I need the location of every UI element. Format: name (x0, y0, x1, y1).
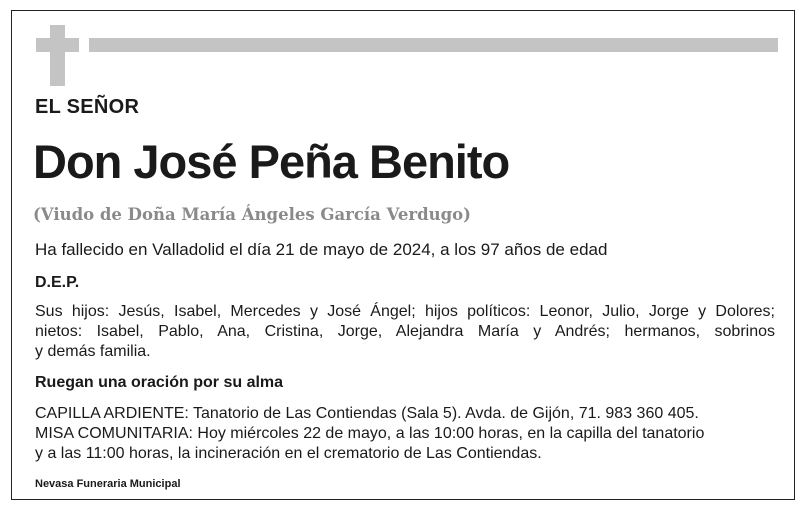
service-line: y a las 11:00 horas, la incineración en el crematorio de Las Contiendas. (35, 445, 542, 462)
family-line: y demás familia. (35, 343, 151, 360)
dep-label: D.E.P. (35, 274, 80, 291)
service-line: MISA COMUNITARIA: Hoy miércoles 22 de mayo, a las 10:00 horas, en la capilla del tanatorio (35, 425, 705, 442)
service-details (35, 404, 775, 464)
honorific-title: EL SEÑOR (35, 96, 140, 118)
family-line: nietos: Isabel, Pablo, Ana, Cristina, Jorge, Alejandra María y Andrés; hermanos, sobrinos (35, 323, 775, 340)
cross-vertical-bar (50, 25, 65, 86)
death-announcement: Ha fallecido en Valladolid el día 21 de mayo de 2024, a los 97 años de edad (35, 240, 608, 259)
service-line: CAPILLA ARDIENTE: Tanatorio de Las Contiendas (Sala 5). Avda. de Gijón, 71. 983 360 405. (35, 405, 699, 422)
header-rule (89, 38, 778, 52)
prayer-request: Ruegan una oración por su alma (35, 374, 284, 391)
funeral-home-credit: Nevasa Funeraria Municipal (35, 478, 181, 490)
family-paragraph (35, 302, 775, 362)
cross-horizontal-bar (36, 38, 79, 52)
family-line: Sus hijos: Jesús, Isabel, Mercedes y José Ángel; hijos políticos: Leonor, Julio, Jorge y Dolores; (35, 303, 775, 320)
deceased-name: Don José Peña Benito (33, 135, 510, 188)
widow-line: (Viudo de Doña María Ángeles García Verdugo) (33, 205, 471, 224)
